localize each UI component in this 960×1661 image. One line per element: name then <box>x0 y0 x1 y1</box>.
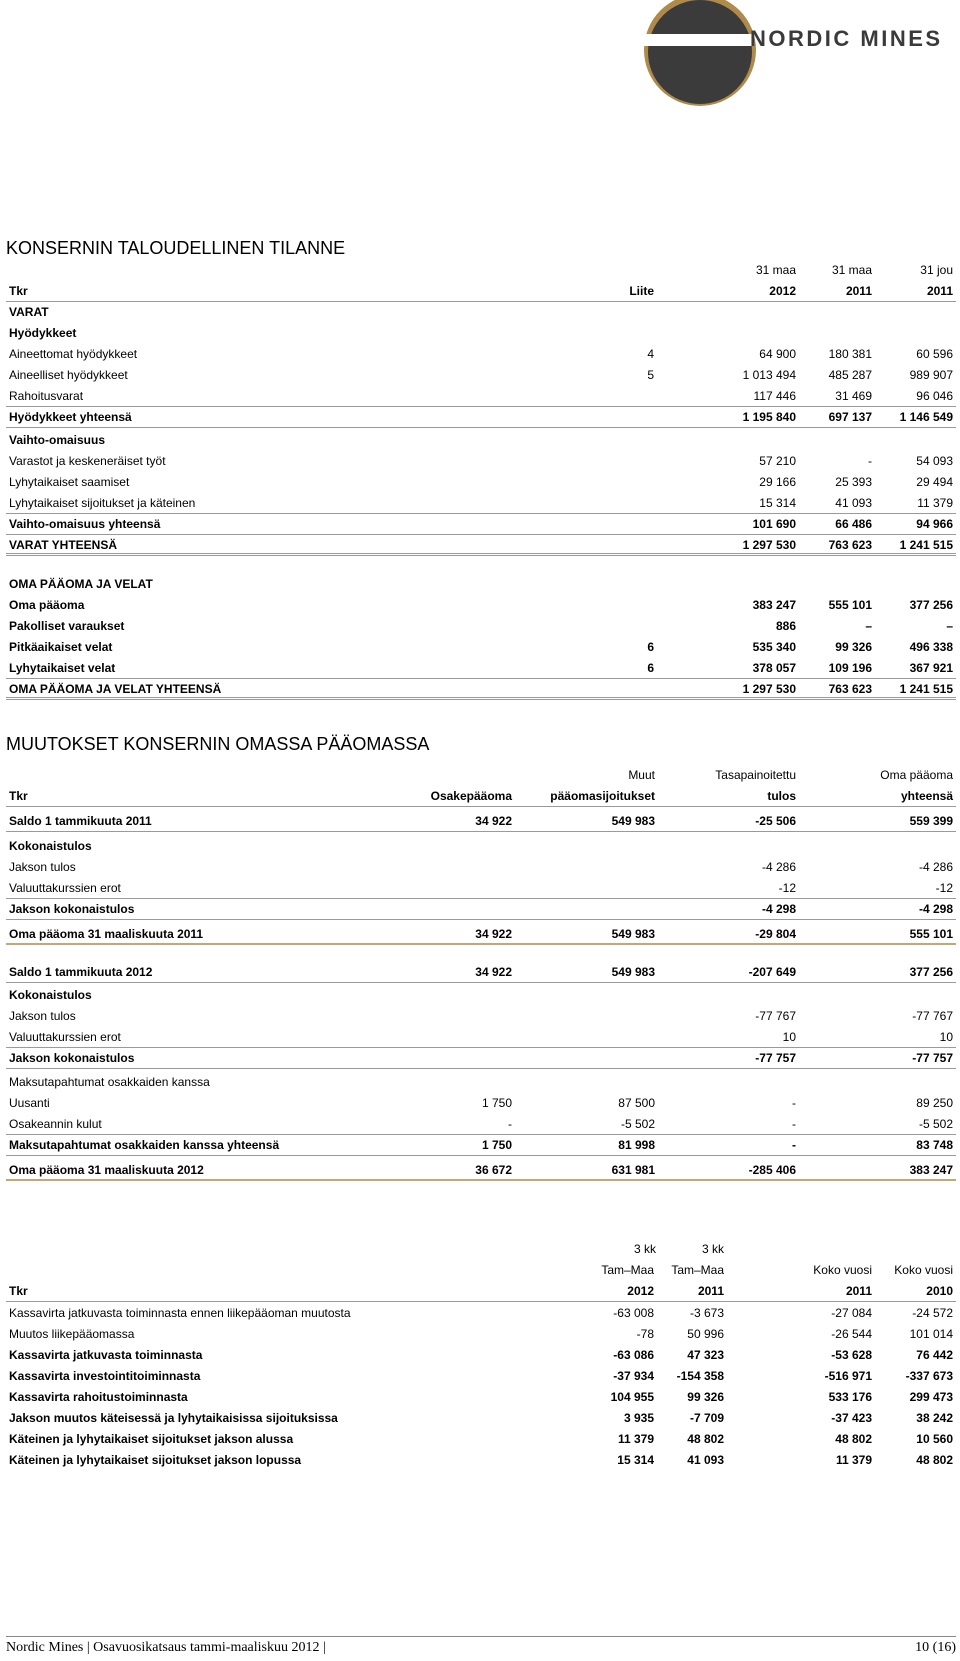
table-row <box>6 1135 956 1156</box>
value-cell: 48 802 <box>916 1453 953 1467</box>
table-row <box>6 430 956 451</box>
logo-wordmark: NORDIC MINES <box>750 26 943 51</box>
value-cell: 10 560 <box>916 1432 953 1446</box>
table-row <box>6 574 956 595</box>
value-cell: - <box>792 1096 796 1110</box>
col-header: 2011 <box>926 284 953 298</box>
table-row <box>6 1072 956 1093</box>
value-cell: 66 486 <box>835 517 872 531</box>
table-row <box>6 323 956 344</box>
value-cell: 101 014 <box>909 1327 953 1341</box>
value-cell: 48 802 <box>687 1432 724 1446</box>
row-label: Kassavirta jatkuvasta toiminnasta ennen liikepääoman muutosta <box>9 1306 351 1320</box>
value-cell: 83 748 <box>916 1138 953 1152</box>
table-row <box>6 1114 956 1135</box>
value-cell: – <box>946 619 953 633</box>
value-cell: -77 757 <box>912 1051 953 1065</box>
table-row <box>6 1027 956 1048</box>
value-cell: -12 <box>935 881 953 895</box>
value-cell: 57 210 <box>759 454 796 468</box>
value-cell: -25 506 <box>755 814 796 828</box>
row-label: Oma pääoma 31 maaliskuuta 2012 <box>9 1163 204 1177</box>
row-label: OMA PÄÄOMA JA VELAT YHTEENSÄ <box>9 682 222 696</box>
value-cell: 559 399 <box>909 814 953 828</box>
value-cell: -5 502 <box>918 1117 953 1131</box>
row-label: Vaihto-omaisuus yhteensä <box>9 517 161 531</box>
value-cell: -26 544 <box>831 1327 872 1341</box>
value-cell: 763 623 <box>828 682 872 696</box>
value-cell: 1 750 <box>481 1096 512 1110</box>
table-row <box>6 1093 956 1114</box>
col-header: Tasapainoitettu <box>715 768 796 782</box>
table-row <box>6 878 956 899</box>
table-row <box>6 1160 956 1181</box>
value-cell: 485 287 <box>828 368 872 382</box>
value-cell: 1 750 <box>481 1138 512 1152</box>
col-header-tkr: Tkr <box>9 284 28 298</box>
value-cell: 101 690 <box>752 517 796 531</box>
row-label: Aineelliset hyödykkeet <box>9 368 128 382</box>
value-cell: -7 709 <box>689 1411 724 1425</box>
row-label: Kassavirta rahoitustoiminnasta <box>9 1390 188 1404</box>
value-cell: -3 673 <box>689 1306 724 1320</box>
row-label: Osakeannin kulut <box>9 1117 102 1131</box>
row-label: Käteinen ja lyhytaikaiset sijoitukset jakson alussa <box>9 1432 294 1446</box>
note-cell: 6 <box>647 661 654 675</box>
table-row <box>6 962 956 983</box>
col-header: 31 maa <box>831 263 872 277</box>
note-cell: 5 <box>647 368 654 382</box>
value-cell: -63 086 <box>613 1348 654 1362</box>
value-cell: -207 649 <box>748 965 796 979</box>
value-cell: 763 623 <box>828 538 872 552</box>
table-row <box>6 637 956 658</box>
col-header: 2011 <box>697 1284 724 1298</box>
row-label: VARAT YHTEENSÄ <box>9 538 118 552</box>
value-cell: - <box>792 1117 796 1131</box>
value-cell: 11 379 <box>917 496 953 510</box>
table-row <box>6 985 956 1006</box>
row-label: Kassavirta jatkuvasta toiminnasta <box>9 1348 203 1362</box>
value-cell: 76 442 <box>916 1348 953 1362</box>
row-label: Oma pääoma <box>9 598 85 612</box>
col-header: 2010 <box>926 1284 953 1298</box>
value-cell: -53 628 <box>831 1348 872 1362</box>
value-cell: 180 381 <box>828 347 872 361</box>
table-row <box>6 365 956 386</box>
col-header: Tam–Maa <box>601 1263 654 1277</box>
value-cell: 3 935 <box>623 1411 654 1425</box>
row-label: Hyödykkeet yhteensä <box>9 410 132 424</box>
value-cell: 1 241 515 <box>899 682 953 696</box>
value-cell: 11 379 <box>835 1453 872 1467</box>
value-cell: -37 934 <box>613 1369 654 1383</box>
row-label: Saldo 1 tammikuuta 2012 <box>9 965 153 979</box>
table-row <box>6 493 956 514</box>
row-label: Varastot ja keskeneräiset työt <box>9 454 166 468</box>
value-cell: 377 256 <box>909 598 953 612</box>
value-cell: 10 <box>782 1030 796 1044</box>
table-row <box>6 302 956 323</box>
col-header: Koko vuosi <box>813 1263 872 1277</box>
value-cell: 34 922 <box>475 927 512 941</box>
col-header: Oma pääoma <box>880 768 953 782</box>
value-cell: 1 297 530 <box>742 538 796 552</box>
table-row <box>6 1366 956 1387</box>
row-label: Kassavirta investointitoiminnasta <box>9 1369 201 1383</box>
row-label: Vaihto-omaisuus <box>9 433 106 447</box>
value-cell: 549 983 <box>611 965 655 979</box>
value-cell: 94 966 <box>916 517 953 531</box>
col-header: tulos <box>767 789 796 803</box>
value-cell: -37 423 <box>831 1411 872 1425</box>
col-header: Muut <box>628 768 655 782</box>
value-cell: 34 922 <box>475 814 512 828</box>
value-cell: 1 297 530 <box>742 682 796 696</box>
row-label: Uusanti <box>9 1096 50 1110</box>
row-label: Kokonaistulos <box>9 988 92 1002</box>
value-cell: 555 101 <box>909 927 953 941</box>
value-cell: 367 921 <box>909 661 953 675</box>
value-cell: 41 093 <box>687 1453 724 1467</box>
value-cell: -4 286 <box>761 860 796 874</box>
balance-header-row <box>6 281 956 302</box>
value-cell: 64 900 <box>759 347 796 361</box>
value-cell: -4 298 <box>918 902 953 916</box>
value-cell: -24 572 <box>912 1306 953 1320</box>
table-row <box>6 535 956 556</box>
row-label: Hyödykkeet <box>9 326 77 340</box>
row-label: Oma pääoma 31 maaliskuuta 2011 <box>9 927 204 941</box>
table-row <box>6 836 956 857</box>
value-cell: 117 446 <box>753 389 796 403</box>
value-cell: 15 314 <box>759 496 796 510</box>
value-cell: 50 996 <box>687 1327 724 1341</box>
row-label: Käteinen ja lyhytaikaiset sijoitukset jakson lopussa <box>9 1453 302 1467</box>
value-cell: 697 137 <box>828 410 872 424</box>
value-cell: 25 393 <box>835 475 872 489</box>
row-label: Jakson muutos käteisessä ja lyhytaikaisissa sijoituksissa <box>9 1411 338 1425</box>
value-cell: 29 166 <box>759 475 796 489</box>
note-cell: 6 <box>647 640 654 654</box>
equity-changes-table <box>6 765 956 1181</box>
nordic-mines-logo <box>640 0 960 110</box>
value-cell: 47 323 <box>687 1348 724 1362</box>
value-cell: 109 196 <box>828 661 872 675</box>
page-footer <box>6 1636 956 1656</box>
value-cell: 989 907 <box>909 368 953 382</box>
col-header: 3 kk <box>701 1242 724 1256</box>
value-cell: 99 326 <box>835 640 872 654</box>
table-row <box>6 1006 956 1027</box>
table-row <box>6 1429 956 1450</box>
value-cell: -516 971 <box>824 1369 872 1383</box>
value-cell: 533 176 <box>828 1390 872 1404</box>
balance-sheet-title: KONSERNIN TALOUDELLINEN TILANNE <box>6 238 346 258</box>
value-cell: -5 502 <box>620 1117 655 1131</box>
value-cell: -78 <box>636 1327 654 1341</box>
value-cell: 1 013 494 <box>742 368 796 382</box>
value-cell: 1 146 549 <box>899 410 953 424</box>
value-cell: – <box>865 619 872 633</box>
row-label: Valuuttakurssien erot <box>9 1030 121 1044</box>
table-row <box>6 514 956 535</box>
table-row <box>6 679 956 700</box>
value-cell: 36 672 <box>475 1163 512 1177</box>
value-cell: 81 998 <box>618 1138 655 1152</box>
row-label: Jakson kokonaistulos <box>9 1051 135 1065</box>
value-cell: 104 955 <box>610 1390 654 1404</box>
table-row <box>6 924 956 945</box>
row-label: Lyhytaikaiset velat <box>9 661 116 675</box>
value-cell: -77 767 <box>755 1009 796 1023</box>
table-row <box>6 857 956 878</box>
equity-changes-title: MUUTOKSET KONSERNIN OMASSA PÄÄOMASSA <box>6 734 430 754</box>
value-cell: -337 673 <box>905 1369 953 1383</box>
value-cell: 549 983 <box>611 927 655 941</box>
table-row <box>6 899 956 920</box>
value-cell: 99 326 <box>687 1390 724 1404</box>
row-label: Jakson tulos <box>9 860 76 874</box>
col-header-tkr: Tkr <box>9 1284 28 1298</box>
balance-header-row-top <box>6 260 956 281</box>
table-row <box>6 595 956 616</box>
cashflow-table <box>6 1239 956 1471</box>
row-label: Aineettomat hyödykkeet <box>9 347 138 361</box>
value-cell: 383 247 <box>752 598 796 612</box>
table-row <box>6 1303 956 1324</box>
footer-report-title: Nordic Mines | Osavuosikatsaus tammi-maaliskuu 2012 | <box>6 1640 326 1655</box>
footer-page-number: 10 (16) <box>915 1640 956 1655</box>
col-header-liite: Liite <box>629 284 654 298</box>
col-header: pääomasijoitukset <box>550 789 655 803</box>
col-header: 2011 <box>845 1284 872 1298</box>
value-cell: -4 286 <box>918 860 953 874</box>
cashflow-header-row <box>6 1281 956 1302</box>
row-label: Saldo 1 tammikuuta 2011 <box>9 814 152 828</box>
value-cell: 89 250 <box>916 1096 953 1110</box>
value-cell: 29 494 <box>916 475 953 489</box>
table-row <box>6 1408 956 1429</box>
equity-header-row-top <box>6 765 956 786</box>
value-cell: 299 473 <box>909 1390 953 1404</box>
table-row <box>6 1324 956 1345</box>
value-cell: 34 922 <box>475 965 512 979</box>
note-cell: 4 <box>647 347 654 361</box>
value-cell: 54 093 <box>916 454 953 468</box>
col-header: 2012 <box>627 1284 654 1298</box>
value-cell: 383 247 <box>909 1163 953 1177</box>
value-cell: 10 <box>939 1030 953 1044</box>
equity-header-row <box>6 786 956 807</box>
value-cell: -285 406 <box>748 1163 796 1177</box>
col-header: 2011 <box>845 284 872 298</box>
row-label: Lyhytaikaiset saamiset <box>9 475 130 489</box>
value-cell: 555 101 <box>828 598 872 612</box>
cashflow-header-row-mid <box>6 1260 956 1281</box>
value-cell: 535 340 <box>752 640 796 654</box>
value-cell: 1 241 515 <box>899 538 953 552</box>
value-cell: -77 757 <box>755 1051 796 1065</box>
value-cell: 377 256 <box>909 965 953 979</box>
table-row <box>6 472 956 493</box>
table-row <box>6 1048 956 1069</box>
value-cell: 631 981 <box>611 1163 655 1177</box>
table-row <box>6 1345 956 1366</box>
value-cell: 15 314 <box>617 1453 654 1467</box>
value-cell: -12 <box>778 881 796 895</box>
row-label: Maksutapahtumat osakkaiden kanssa yhteensä <box>9 1138 280 1152</box>
value-cell: - <box>792 1138 796 1152</box>
col-header: 31 jou <box>920 263 953 277</box>
value-cell: -154 358 <box>676 1369 724 1383</box>
value-cell: 886 <box>775 619 796 633</box>
row-label: OMA PÄÄOMA JA VELAT <box>9 577 153 591</box>
table-row <box>6 451 956 472</box>
table-row <box>6 658 956 679</box>
value-cell: 31 469 <box>835 389 872 403</box>
value-cell: 87 500 <box>618 1096 655 1110</box>
row-label: VARAT <box>9 305 49 319</box>
row-label: Muutos liikepääomassa <box>9 1327 135 1341</box>
table-row <box>6 407 956 428</box>
value-cell: 60 596 <box>916 347 953 361</box>
row-label: Kokonaistulos <box>9 839 92 853</box>
value-cell: 38 242 <box>916 1411 953 1425</box>
col-header: 2012 <box>769 284 796 298</box>
col-header: 31 maa <box>755 263 796 277</box>
value-cell: 48 802 <box>835 1432 872 1446</box>
value-cell: 96 046 <box>916 389 953 403</box>
row-label: Rahoitusvarat <box>9 389 84 403</box>
value-cell: 496 338 <box>909 640 953 654</box>
value-cell: -77 767 <box>912 1009 953 1023</box>
col-header: Tam–Maa <box>671 1263 724 1277</box>
table-row <box>6 616 956 637</box>
value-cell: 11 379 <box>617 1432 654 1446</box>
value-cell: 41 093 <box>835 496 872 510</box>
table-row <box>6 1450 956 1471</box>
col-header-tkr: Tkr <box>9 789 28 803</box>
value-cell: -63 008 <box>613 1306 654 1320</box>
table-row <box>6 811 956 832</box>
row-label: Jakson tulos <box>9 1009 76 1023</box>
col-header: Osakepääoma <box>430 789 512 803</box>
row-label: Maksutapahtumat osakkaiden kanssa <box>9 1075 210 1089</box>
balance-sheet-table <box>6 260 956 700</box>
table-row <box>6 1387 956 1408</box>
col-header: Koko vuosi <box>894 1263 953 1277</box>
value-cell: -27 084 <box>831 1306 872 1320</box>
row-label: Pitkäaikaiset velat <box>9 640 113 654</box>
cashflow-header-row-top <box>6 1239 956 1260</box>
value-cell: -29 804 <box>755 927 796 941</box>
row-label: Valuuttakurssien erot <box>9 881 121 895</box>
value-cell: 1 195 840 <box>742 410 796 424</box>
row-label: Jakson kokonaistulos <box>9 902 135 916</box>
value-cell: -4 298 <box>761 902 796 916</box>
col-header: yhteensä <box>900 789 953 803</box>
table-row <box>6 344 956 365</box>
value-cell: 378 057 <box>752 661 796 675</box>
row-label: Pakolliset varaukset <box>9 619 125 633</box>
table-row <box>6 386 956 407</box>
col-header: 3 kk <box>633 1242 656 1256</box>
value-cell: - <box>868 454 872 468</box>
value-cell: 549 983 <box>611 814 655 828</box>
value-cell: - <box>508 1117 512 1131</box>
row-label: Lyhytaikaiset sijoitukset ja käteinen <box>9 496 196 510</box>
